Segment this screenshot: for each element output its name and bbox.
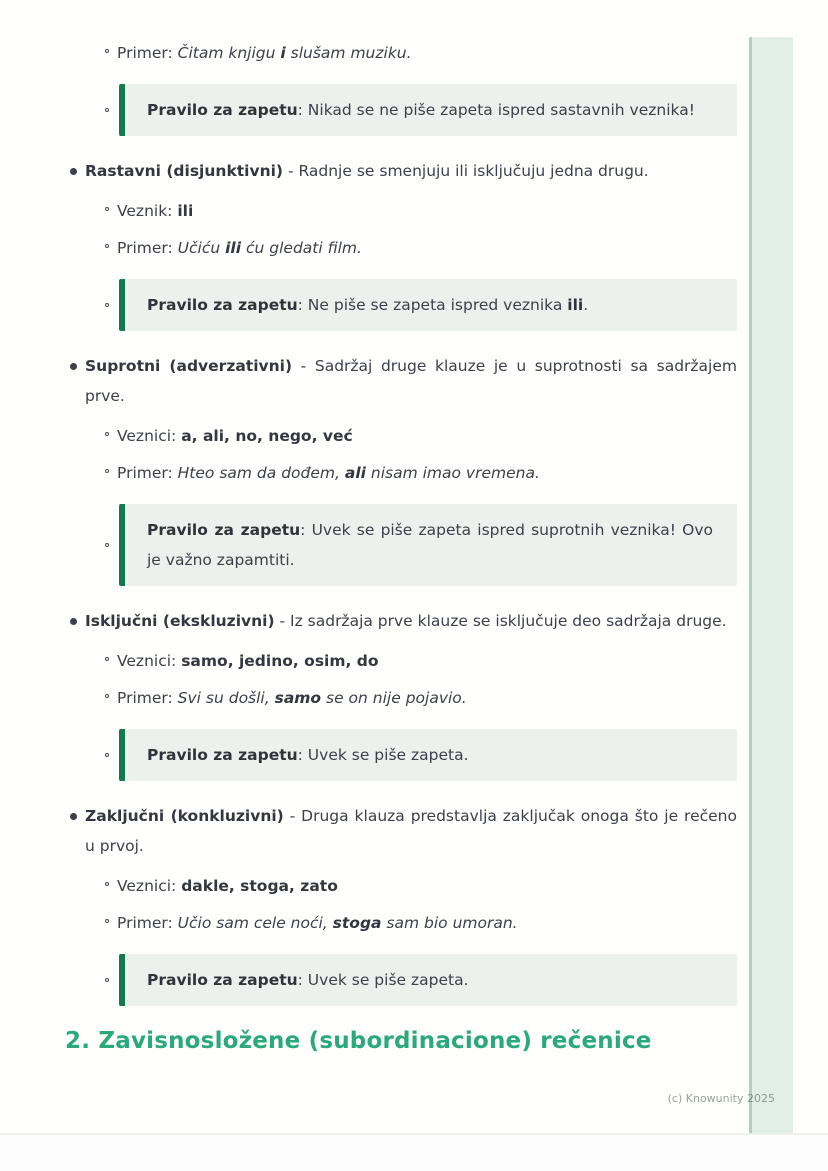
rule-callout <box>119 504 737 586</box>
example-item <box>105 458 737 488</box>
circle-bullet-icon <box>105 244 109 248</box>
section-paragraph: Zaključni (konkluzivni) - Druga klauza predstavlja zaključak onoga što je rečeno u prvoj. <box>85 807 737 855</box>
section-paragraph: Suprotni (adverzativni) - Sadržaj druge klauze je u suprotnosti sa sadržajem prve. <box>85 357 737 405</box>
section-term: Zaključni (konkluzivni) <box>85 807 284 825</box>
rule-callout-item <box>105 279 737 331</box>
veznik-label: Veznici: <box>117 652 177 670</box>
rule-callout-item <box>105 954 737 1006</box>
veznik-value: a, ali, no, nego, već <box>181 427 353 445</box>
example-text: Primer: Učiću ili ću gledati film. <box>117 239 362 257</box>
circle-bullet-icon <box>105 978 109 982</box>
conjunction-section-zakljucni <box>65 801 737 1006</box>
conjunction-section-rastavni <box>65 156 737 331</box>
section-term: Isključni (ekskluzivni) <box>85 612 275 630</box>
rule-callout <box>119 279 737 331</box>
disc-bullet-icon <box>70 618 77 625</box>
rule-callout-item <box>105 84 737 136</box>
section-paragraph: Isključni (ekskluzivni) - Iz sadržaja prve klauze se isključuje deo sadržaja druge. <box>85 612 727 630</box>
veznik-item <box>105 646 737 676</box>
veznik-label: Veznik: <box>117 202 173 220</box>
section-description: Sadržaj druge klauze je u suprotnosti sa sadržajem prve. <box>85 357 737 405</box>
section-description: Radnje se smenjuju ili isključuju jedna drugu. <box>298 162 649 180</box>
rule-text: Pravilo za zapetu: Nikad se ne piše zapeta ispred sastavnih veznika! <box>147 101 695 119</box>
veznik-item <box>105 421 737 451</box>
example-text: Primer: Čitam knjigu i slušam muziku. <box>117 44 412 62</box>
disc-bullet-icon <box>70 363 77 370</box>
conjunction-section-iskljucni <box>65 606 737 781</box>
example-label: Primer: <box>117 44 173 62</box>
section-term: Suprotni (adverzativni) <box>85 357 293 375</box>
veznik-label: Veznici: <box>117 877 177 895</box>
circle-bullet-icon <box>105 432 109 436</box>
rule-label: Pravilo za zapetu <box>147 101 298 119</box>
example-text: Primer: Učio sam cele noći, stoga sam bio umoran. <box>117 914 518 932</box>
example-label: Primer: <box>117 239 173 257</box>
veznik-item <box>105 196 737 226</box>
veznik-value: dakle, stoga, zato <box>181 877 338 895</box>
example-item <box>105 683 737 713</box>
list-item <box>65 156 737 186</box>
circle-bullet-icon <box>105 694 109 698</box>
circle-bullet-icon <box>105 303 109 307</box>
rule-label: Pravilo za zapetu <box>147 746 298 764</box>
rule-text: Pravilo za zapetu: Ne piše se zapeta ispred veznika ili. <box>147 296 589 314</box>
circle-bullet-icon <box>105 207 109 211</box>
page-heading: 2. Zavisnosložene (subordinacione) rečenice <box>65 1028 652 1054</box>
disc-bullet-icon <box>70 168 77 175</box>
section-description: Druga klauza predstavlja zaključak onoga što je rečeno u prvoj. <box>85 807 737 855</box>
document-content <box>65 38 737 1058</box>
rule-text: Pravilo za zapetu: Uvek se piše zapeta. <box>147 746 469 764</box>
circle-bullet-icon <box>105 469 109 473</box>
example-item <box>105 908 737 938</box>
conjunction-section-suprotni <box>65 351 737 586</box>
rule-label: Pravilo za zapetu <box>147 296 298 314</box>
rule-text: Pravilo za zapetu: Uvek se piše zapeta ispred suprotnih veznika! Ovo je važno zapamtiti. <box>147 521 714 569</box>
copyright-text: (c) Knowunity 2025 <box>667 1092 775 1105</box>
rule-callout <box>119 729 737 781</box>
rule-label: Pravilo za zapetu <box>147 521 301 539</box>
circle-bullet-icon <box>105 919 109 923</box>
example-label: Primer: <box>117 464 173 482</box>
example-item <box>105 38 737 68</box>
circle-bullet-icon <box>105 543 109 547</box>
circle-bullet-icon <box>105 108 109 112</box>
decorative-green-bar <box>749 37 793 1133</box>
rule-text: Pravilo za zapetu: Uvek se piše zapeta. <box>147 971 469 989</box>
list-item <box>65 606 737 636</box>
rule-callout <box>119 954 737 1006</box>
disc-bullet-icon <box>70 813 77 820</box>
intro-sub-list <box>65 38 737 136</box>
veznik-item <box>105 871 737 901</box>
list-item <box>65 351 737 411</box>
circle-bullet-icon <box>105 753 109 757</box>
circle-bullet-icon <box>105 49 109 53</box>
rule-callout-item <box>105 504 737 586</box>
viewer-background <box>0 1135 828 1171</box>
circle-bullet-icon <box>105 657 109 661</box>
veznik-value: samo, jedino, osim, do <box>181 652 379 670</box>
example-text: Primer: Hteo sam da dođem, ali nisam imao vremena. <box>117 464 540 482</box>
rule-callout-item <box>105 729 737 781</box>
section-term: Rastavni (disjunktivni) <box>85 162 284 180</box>
example-label: Primer: <box>117 914 173 932</box>
veznik-value: ili <box>177 202 194 220</box>
circle-bullet-icon <box>105 882 109 886</box>
section-description: Iz sadržaja prve klauze se isključuje deo sadržaja druge. <box>290 612 727 630</box>
section-paragraph: Rastavni (disjunktivni) - Radnje se smenjuju ili isključuju jedna drugu. <box>85 162 649 180</box>
example-text: Primer: Svi su došli, samo se on nije pojavio. <box>117 689 467 707</box>
rule-label: Pravilo za zapetu <box>147 971 298 989</box>
example-item <box>105 233 737 263</box>
rule-callout <box>119 84 737 136</box>
list-item <box>65 801 737 861</box>
veznik-label: Veznici: <box>117 427 177 445</box>
example-label: Primer: <box>117 689 173 707</box>
